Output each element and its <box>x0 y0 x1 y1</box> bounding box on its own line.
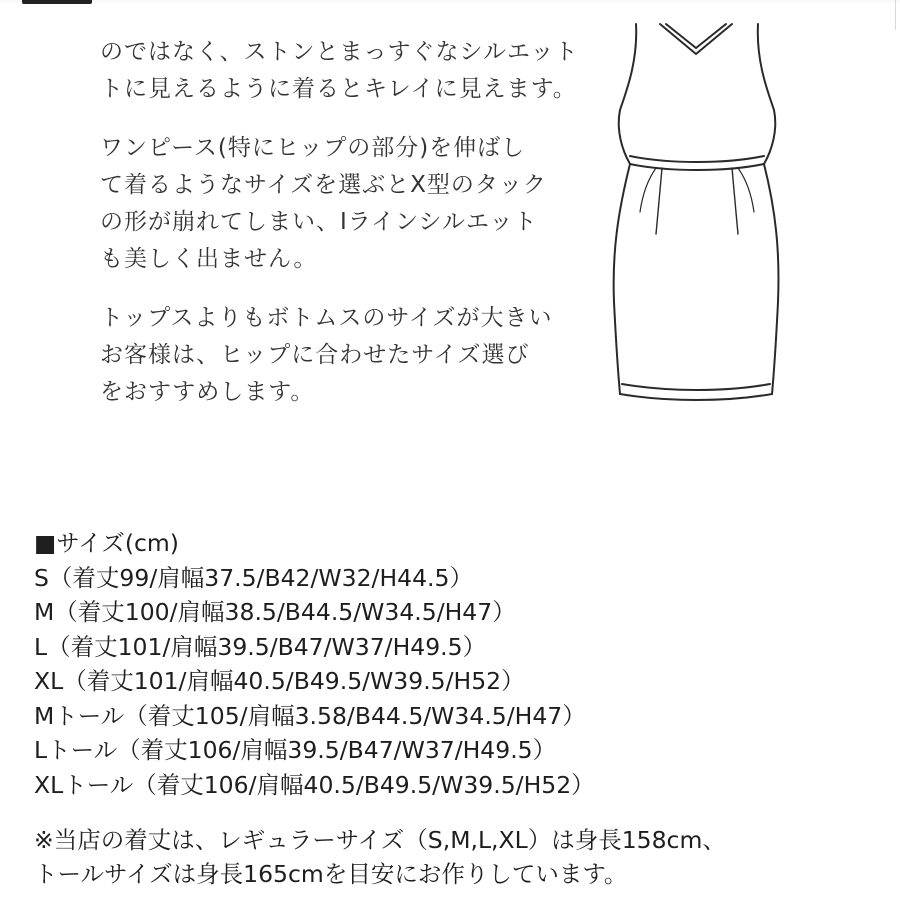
frame-edge <box>895 0 900 30</box>
size-row-s: S（着丈99/肩幅37.5/B42/W32/H44.5） <box>34 563 473 592</box>
dress-bodice <box>758 24 775 164</box>
size-row-xl-tall: XLトール（着丈106/肩幅40.5/B49.5/W39.5/H52） <box>34 770 595 799</box>
dress-outline-illustration <box>598 22 794 407</box>
size-row-l: L（着丈101/肩幅39.5/B47/W37/H49.5） <box>34 632 487 661</box>
intro-line: て着るようなサイズを選ぶとX型のタック <box>100 172 547 198</box>
intro-line: をおすすめします。 <box>100 379 315 405</box>
dress-hem <box>620 394 772 400</box>
dress-skirt <box>614 164 630 394</box>
dress-bodice <box>619 24 636 164</box>
note-line: トールサイズは身長165cmを目安にお作りしています。 <box>34 860 628 888</box>
intro-line: の形が崩れてしまい、Iラインシルエット <box>100 209 538 235</box>
note-line: ※当店の着丈は、レギュラーサイズ（S,M,L,XL）は身長158cm、 <box>34 826 726 854</box>
dress-tuck <box>732 168 738 234</box>
dress-hem <box>622 384 770 390</box>
size-row-m: M（着丈100/肩幅38.5/B44.5/W34.5/H47） <box>34 598 516 626</box>
intro-line: も美しく出ません。 <box>100 246 318 272</box>
dress-tuck <box>640 168 656 212</box>
dress-tuck <box>656 168 662 234</box>
dress-waist <box>630 156 764 162</box>
intro-line: トに見えるように着るとキレイに見えます。 <box>100 76 577 102</box>
intro-line: ワンピース(特にヒップの部分)を伸ばし <box>100 135 526 161</box>
dress-skirt <box>764 164 778 394</box>
size-row-m-tall: Mトール（着丈105/肩幅3.58/B44.5/W34.5/H47） <box>34 701 586 730</box>
size-row-xl: XL（着丈101/肩幅40.5/B49.5/W39.5/H52） <box>34 667 525 695</box>
intro-line: トップスよりもボトムスのサイズが大きい <box>100 305 553 331</box>
cropped-text-line <box>34 889 854 900</box>
intro-text <box>100 34 590 433</box>
top-tab-bar <box>22 0 92 4</box>
intro-line: お客様は、ヒップに合わせたサイズ選び <box>100 342 530 368</box>
top-edge <box>0 0 900 3</box>
intro-paragraph-3 <box>100 300 590 411</box>
intro-paragraph-2 <box>100 130 590 278</box>
dress-waist <box>630 164 764 170</box>
size-chart <box>34 526 894 802</box>
dress-tuck <box>738 168 754 212</box>
intro-paragraph-1 <box>100 34 590 108</box>
intro-line: のではなく、ストンとまっすぐなシルエット <box>100 39 579 65</box>
size-heading: ■サイズ(cm) <box>34 529 179 557</box>
size-row-l-tall: Lトール（着丈106/肩幅39.5/B47/W37/H49.5） <box>34 736 557 764</box>
length-note <box>34 823 894 891</box>
